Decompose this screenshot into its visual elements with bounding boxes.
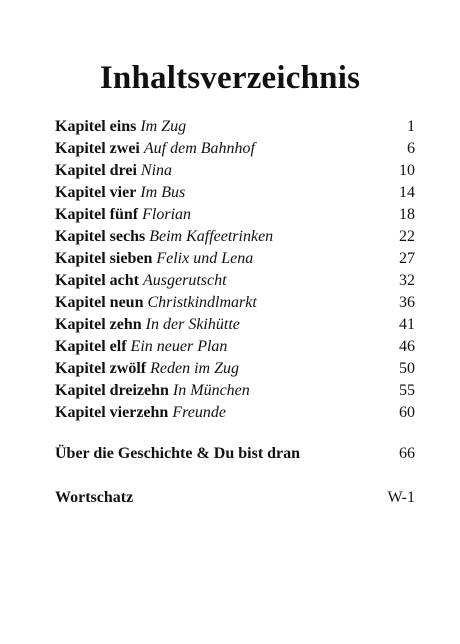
toc-entry[interactable] xyxy=(55,380,415,402)
chapter-name: Kapitel zwei xyxy=(55,140,140,157)
entry-label: Wortschatz xyxy=(55,489,134,506)
chapter-subtitle: Freunde xyxy=(172,404,226,421)
page-number: 36 xyxy=(399,294,415,311)
entry-label xyxy=(55,358,239,380)
page-number: 6 xyxy=(407,140,415,157)
page-number: 60 xyxy=(399,404,415,421)
toc-entry-vocabulary[interactable] xyxy=(55,487,415,509)
entry-label xyxy=(55,292,257,314)
toc-entry[interactable] xyxy=(55,182,415,204)
toc-entry[interactable] xyxy=(55,204,415,226)
chapter-subtitle: In München xyxy=(172,382,250,399)
chapter-name: Kapitel vier xyxy=(55,184,137,201)
toc-entry[interactable] xyxy=(55,138,415,160)
chapter-list xyxy=(55,116,415,424)
chapter-subtitle: Im Bus xyxy=(140,184,186,201)
toc-entry[interactable] xyxy=(55,336,415,358)
chapter-subtitle: Felix und Lena xyxy=(156,250,254,267)
toc-entry-about-story[interactable] xyxy=(55,443,415,465)
entry-label xyxy=(55,182,185,204)
entry-label xyxy=(55,380,250,402)
entry-label xyxy=(55,336,227,358)
page-number: 14 xyxy=(399,184,415,201)
page-number: 66 xyxy=(399,445,415,462)
page-number: 50 xyxy=(399,360,415,377)
toc-entry[interactable] xyxy=(55,402,415,424)
chapter-subtitle: Christkindlmarkt xyxy=(147,294,257,311)
entry-label xyxy=(55,270,227,292)
chapter-subtitle: Im Zug xyxy=(140,118,187,135)
entry-label xyxy=(55,138,255,160)
entry-label xyxy=(55,204,191,226)
entry-label xyxy=(55,314,240,336)
chapter-name: Kapitel zwölf xyxy=(55,360,147,377)
chapter-name: Kapitel eins xyxy=(55,118,137,135)
chapter-subtitle: In der Skihütte xyxy=(145,316,240,333)
entry-label: Über die Geschichte & Du bist dran xyxy=(55,445,301,462)
toc-entry[interactable] xyxy=(55,358,415,380)
toc-entry[interactable] xyxy=(55,160,415,182)
chapter-name: Kapitel neun xyxy=(55,294,144,311)
toc-entry[interactable] xyxy=(55,314,415,336)
chapter-subtitle: Ein neuer Plan xyxy=(130,338,228,355)
chapter-subtitle: Beim Kaffeetrinken xyxy=(149,228,274,245)
page-number: 22 xyxy=(399,228,415,245)
page-number: 55 xyxy=(399,382,415,399)
page-number: 27 xyxy=(399,250,415,267)
toc-entry[interactable] xyxy=(55,248,415,270)
page-number: 46 xyxy=(399,338,415,355)
chapter-name: Kapitel zehn xyxy=(55,316,142,333)
entry-label xyxy=(55,248,253,270)
chapter-name: Kapitel fünf xyxy=(55,206,139,223)
page-number: 41 xyxy=(399,316,415,333)
chapter-name: Kapitel sieben xyxy=(55,250,153,267)
page-number: 1 xyxy=(407,118,415,135)
entry-label xyxy=(55,226,273,248)
entry-label xyxy=(55,402,226,424)
chapter-subtitle: Reden im Zug xyxy=(150,360,239,377)
page-number: 10 xyxy=(399,162,415,179)
chapter-name: Kapitel elf xyxy=(55,338,127,355)
toc-entry[interactable] xyxy=(55,292,415,314)
chapter-name: Kapitel sechs xyxy=(55,228,146,245)
page-number: 32 xyxy=(399,272,415,289)
chapter-name: Kapitel acht xyxy=(55,272,139,289)
page-title: Inhaltsverzeichnis xyxy=(99,60,361,96)
chapter-subtitle: Auf dem Bahnhof xyxy=(143,140,255,157)
toc-entry[interactable] xyxy=(55,226,415,248)
toc-entry[interactable] xyxy=(55,270,415,292)
chapter-subtitle: Ausgerutscht xyxy=(143,272,227,289)
chapter-subtitle: Nina xyxy=(140,162,173,179)
chapter-name: Kapitel vierzehn xyxy=(55,404,169,421)
chapter-subtitle: Florian xyxy=(142,206,192,223)
entry-label xyxy=(55,160,172,182)
toc-entry[interactable] xyxy=(55,116,415,138)
entry-label xyxy=(55,116,186,138)
page-number: 18 xyxy=(399,206,415,223)
chapter-name: Kapitel dreizehn xyxy=(55,382,169,399)
page-number: W-1 xyxy=(387,489,415,506)
chapter-name: Kapitel drei xyxy=(55,162,137,179)
